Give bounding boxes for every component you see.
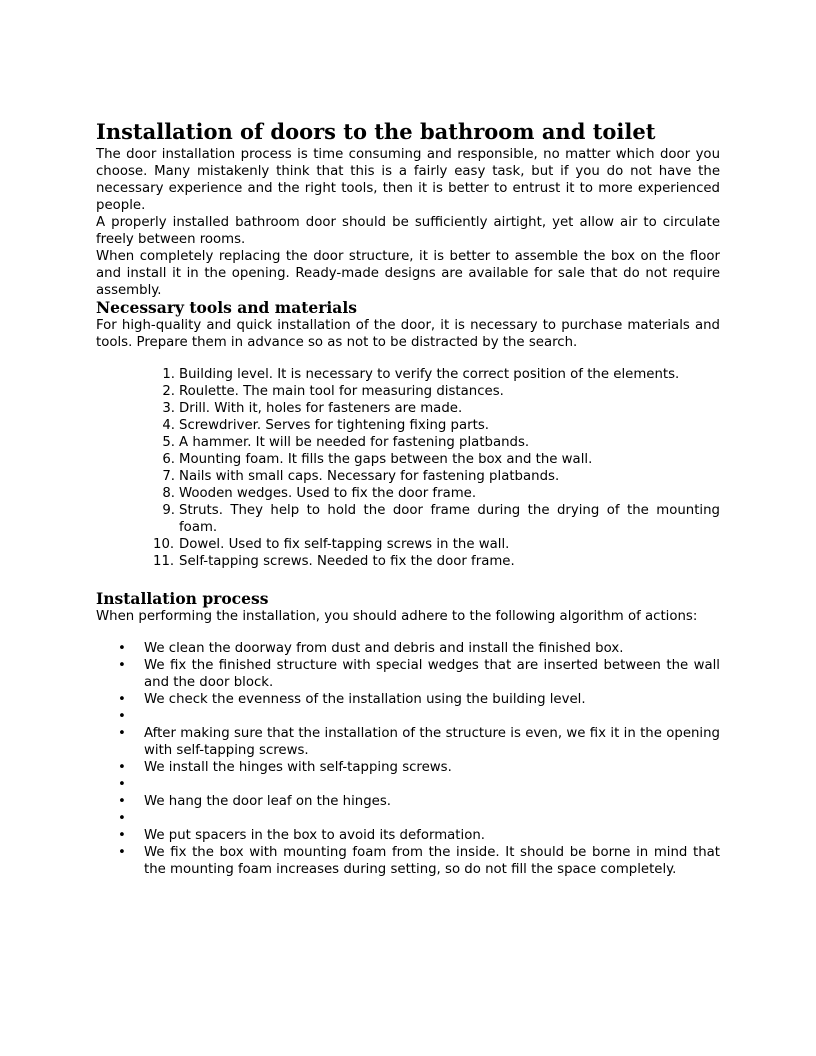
list-item: [96, 553, 720, 570]
list-item: [96, 383, 720, 400]
intro-paragraph-2: A properly installed bathroom door should be sufficiently airtight, yet allow air to circulate freely between rooms.: [96, 215, 720, 247]
list-item: [96, 451, 720, 468]
list-item-text: We check the evenness of the installation using the building level.: [144, 692, 586, 707]
list-item-text: After making sure that the installation of the structure is even, we fix it in the opening with self-tapping screws.: [144, 726, 720, 758]
list-item-text: We clean the doorway from dust and debris and install the finished box.: [144, 641, 624, 656]
intro-paragraph-3: When completely replacing the door structure, it is better to assemble the box on the floor and install it in the opening. Ready-made designs are available for sale that do not require assembly.: [96, 249, 720, 298]
list-item-text: We hang the door leaf on the hinges.: [144, 794, 391, 809]
list-item: [96, 485, 720, 502]
bullet-icon: •: [118, 641, 126, 656]
bullet-icon: •: [118, 692, 126, 707]
list-item: [96, 844, 720, 878]
bullet-icon: •: [118, 845, 126, 860]
list-item-text: Dowel. Used to fix self-tapping screws in the wall.: [179, 537, 510, 552]
list-item-text: We fix the box with mounting foam from the inside. It should be borne in mind that the mounting foam increases during setting, so do not fill the space completely.: [144, 845, 720, 877]
list-item: [96, 725, 720, 759]
list-number: 9.: [162, 503, 175, 518]
list-item-text: Building level. It is necessary to verify the correct position of the elements.: [179, 367, 680, 382]
document-page: [96, 118, 720, 878]
list-number: 10.: [153, 537, 175, 552]
list-number: 1.: [162, 367, 175, 382]
bullet-icon: •: [118, 658, 126, 673]
list-item-text: Roulette. The main tool for measuring distances.: [179, 384, 504, 399]
list-number: 11.: [153, 554, 175, 569]
bullet-icon: •: [118, 794, 126, 809]
list-item-text: Struts. They help to hold the door frame during the drying of the mounting foam.: [179, 503, 720, 535]
list-item-text: Screwdriver. Serves for tightening fixing parts.: [179, 418, 489, 433]
list-item: [96, 502, 720, 536]
list-number: 4.: [162, 418, 175, 433]
list-number: 7.: [162, 469, 175, 484]
tools-heading: Necessary tools and materials: [96, 298, 357, 317]
tools-intro: For high-quality and quick installation of the door, it is necessary to purchase materials and tools. Prepare them in advance so as not to be distracted by the search.: [96, 318, 720, 350]
list-number: 6.: [162, 452, 175, 467]
list-item: [96, 417, 720, 434]
list-number: 3.: [162, 401, 175, 416]
list-item: [96, 657, 720, 691]
process-intro: When performing the installation, you should adhere to the following algorithm of actions:: [96, 609, 698, 624]
list-item-text: Self-tapping screws. Needed to fix the door frame.: [179, 554, 515, 569]
list-item-text: Drill. With it, holes for fasteners are made.: [179, 401, 463, 416]
list-item: [96, 640, 720, 657]
list-item-text: A hammer. It will be needed for fastening platbands.: [179, 435, 530, 450]
list-item-text: Nails with small caps. Necessary for fastening platbands.: [179, 469, 560, 484]
list-item-text: Wooden wedges. Used to fix the door frame.: [179, 486, 477, 501]
bullet-icon: •: [118, 828, 126, 843]
bullet-icon: •: [118, 726, 126, 741]
bullet-icon: •: [118, 709, 126, 724]
list-item: [96, 810, 720, 827]
list-item: [96, 708, 720, 725]
list-item: [96, 793, 720, 810]
bullet-icon: •: [118, 760, 126, 775]
tools-list: [96, 366, 720, 570]
list-number: 2.: [162, 384, 175, 399]
list-item-text: We fix the finished structure with special wedges that are inserted between the wall and the door block.: [144, 658, 720, 690]
list-item: [96, 759, 720, 776]
list-item: [96, 400, 720, 417]
list-number: 8.: [162, 486, 175, 501]
process-steps-list: [96, 640, 720, 878]
list-item: [96, 691, 720, 708]
list-item: [96, 536, 720, 553]
intro-paragraph-1: The door installation process is time consuming and responsible, no matter which door you choose. Many mistakenly think that this is a fairly easy task, but if you do not have the necessary experience and the right tools, then it is better to entrust it to more experienced people.: [96, 147, 720, 213]
list-item: [96, 776, 720, 793]
bullet-icon: •: [118, 777, 126, 792]
process-heading: Installation process: [96, 589, 269, 608]
list-item-text: Mounting foam. It fills the gaps between the box and the wall.: [179, 452, 593, 467]
list-item-text: We put spacers in the box to avoid its deformation.: [144, 828, 485, 843]
list-item: [96, 434, 720, 451]
list-item: [96, 468, 720, 485]
list-number: 5.: [162, 435, 175, 450]
bullet-icon: •: [118, 811, 126, 826]
list-item: [96, 827, 720, 844]
list-item: [96, 366, 720, 383]
page-title: Installation of doors to the bathroom and toilet: [96, 119, 656, 144]
list-item-text: We install the hinges with self-tapping screws.: [144, 760, 452, 775]
